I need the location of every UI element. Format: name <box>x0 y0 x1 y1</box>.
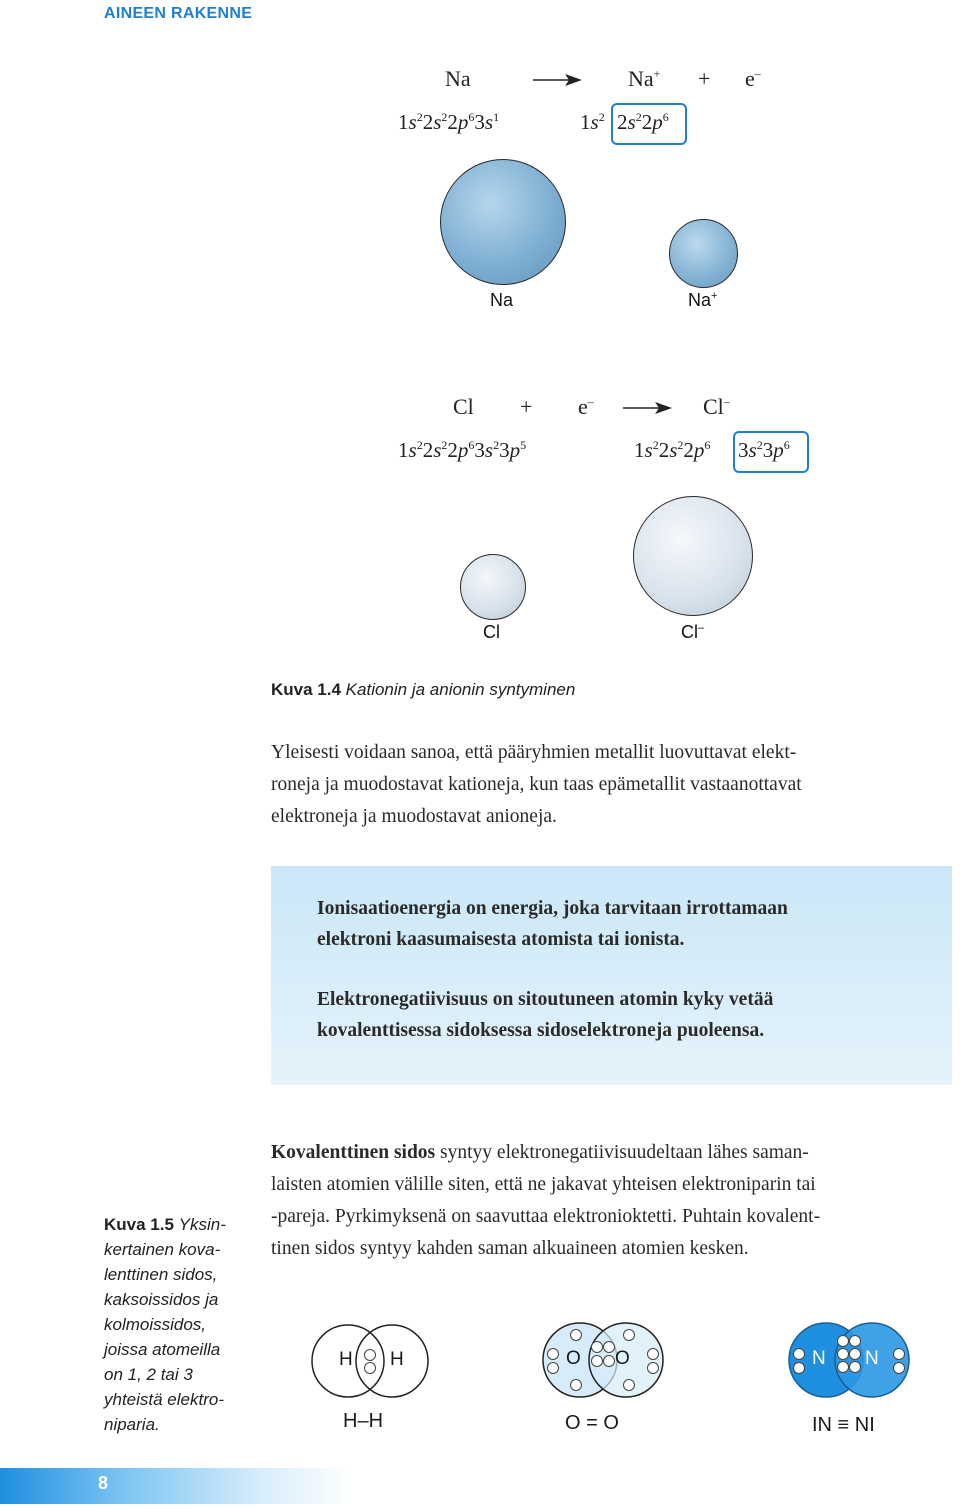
electron-symbol-cl: e– <box>578 394 594 419</box>
cl-ion-label: Cl– <box>681 622 705 642</box>
paragraph-covalent-bond: Kovalenttinen sidos syntyy elektronegatiivisuudeltaan lähes saman- laisten atomien välille siten, että ne jakavat yhteisen elektroniparin tai -pareja. Pyrkimyksenä on saavuttaa elektronioktetti. Puhtain kovalent- tinen sidos syntyy kahden saman alkuaineen atomien kesken. <box>271 1142 821 1259</box>
electron-dot <box>837 1348 849 1360</box>
na-ion-electron-config: $1s^2$ <box>580 110 605 134</box>
electron-symbol: e– <box>745 66 761 91</box>
electron-dot <box>849 1335 861 1347</box>
h-atom-label: H <box>339 1349 353 1370</box>
reaction-arrow-icon <box>623 401 673 415</box>
electron-dot <box>793 1348 805 1360</box>
page-footer-bar <box>0 1468 352 1504</box>
cl-atom-sphere <box>460 554 526 620</box>
electron-dot <box>623 1329 635 1341</box>
plus-sign: + <box>698 66 711 91</box>
definition-ionization-energy: Ionisaatioenergia on energia, joka tarvitaan irrottamaan elektroni kaasumaisesta atomista tai ionista. <box>317 898 788 950</box>
na-ion-sphere <box>669 219 738 288</box>
cl-reactant: Cl <box>453 394 474 419</box>
electron-dot <box>849 1361 861 1373</box>
o-atom-label: O <box>615 1348 630 1369</box>
o-atom-label: O <box>566 1348 581 1369</box>
electron-dot <box>793 1362 805 1374</box>
na-atom-sphere <box>440 159 566 285</box>
electron-dot <box>570 1379 582 1391</box>
electron-dot <box>591 1341 603 1353</box>
na-ion-label: Na+ <box>688 290 718 310</box>
na-ion-product: Na+ <box>628 66 661 91</box>
o2-molecule-diagram <box>541 1321 665 1399</box>
na-ion-config-boxed: $2s^22p^6$ <box>617 110 669 134</box>
electron-dot <box>837 1361 849 1373</box>
n2-structural-formula: IN ≡ NI <box>812 1414 875 1436</box>
o2-structural-formula: O = O <box>565 1412 619 1434</box>
electron-dot <box>547 1362 559 1374</box>
electron-dot <box>893 1362 905 1374</box>
n2-molecule-diagram <box>787 1321 911 1399</box>
h-atom-label: H <box>390 1349 404 1370</box>
electron-dot <box>647 1348 659 1360</box>
n2-overlap-circles <box>787 1321 911 1399</box>
electron-dot <box>364 1362 376 1374</box>
definition-electronegativity: Elektronegatiivisuus on sitoutuneen atomin kyky vetää kovalenttisessa sidoksessa sidoselektroneja puoleensa. <box>317 989 774 1041</box>
cl-ion-config-boxed: $3s^23p^6$ <box>738 438 790 462</box>
h2-overlap-circles <box>310 1323 430 1399</box>
electron-dot <box>849 1348 861 1360</box>
electron-dot <box>364 1349 376 1361</box>
cl-ion-product: Cl– <box>703 394 730 419</box>
electron-dot <box>647 1362 659 1374</box>
page-number: 8 <box>98 1473 109 1493</box>
electron-dot <box>623 1379 635 1391</box>
na-atom-label: Na <box>490 290 514 310</box>
cl-ion-sphere <box>633 496 753 616</box>
h2-structural-formula: H–H <box>343 1410 384 1432</box>
figure-caption-1-5: Kuva 1.5 Yksin- kertainen kova- lenttinen sidos, kaksoissidos ja kolmoissidos, joissa atomeilla on 1, 2 tai 3 yhteistä elektro- niparia. <box>104 1215 226 1434</box>
section-header: AINEEN RAKENNE <box>104 5 253 22</box>
electron-dot <box>547 1348 559 1360</box>
reaction-arrow-icon <box>533 73 583 87</box>
electron-dot <box>603 1355 615 1367</box>
n-atom-label: N <box>865 1348 879 1369</box>
electron-dot <box>591 1355 603 1367</box>
electron-dot <box>570 1329 582 1341</box>
cl-ion-electron-config: $1s^22s^22p^6$ <box>634 438 711 462</box>
na-reactant: Na <box>445 66 471 91</box>
n-atom-label: N <box>812 1348 826 1369</box>
electron-dot <box>893 1348 905 1360</box>
na-electron-config: $1s^22s^22p^63s^1$ <box>398 110 500 134</box>
figure-caption-1-4: Kuva 1.4 Kationin ja anionin syntyminen <box>271 680 576 699</box>
h2-molecule-diagram <box>310 1323 430 1399</box>
paragraph-ions: Yleisesti voidaan sanoa, että pääryhmien metallit luovuttavat elekt- roneja ja muodostavat kationeja, kun taas epämetallit vastaanottavat elektroneja ja muodostavat anioneja. <box>271 742 802 827</box>
electron-dot <box>837 1335 849 1347</box>
electron-dot <box>603 1341 615 1353</box>
cl-atom-label: Cl <box>483 622 500 642</box>
cl-electron-config: $1s^22s^22p^63s^23p^5$ <box>398 438 527 462</box>
plus-sign-cl: + <box>520 394 533 419</box>
